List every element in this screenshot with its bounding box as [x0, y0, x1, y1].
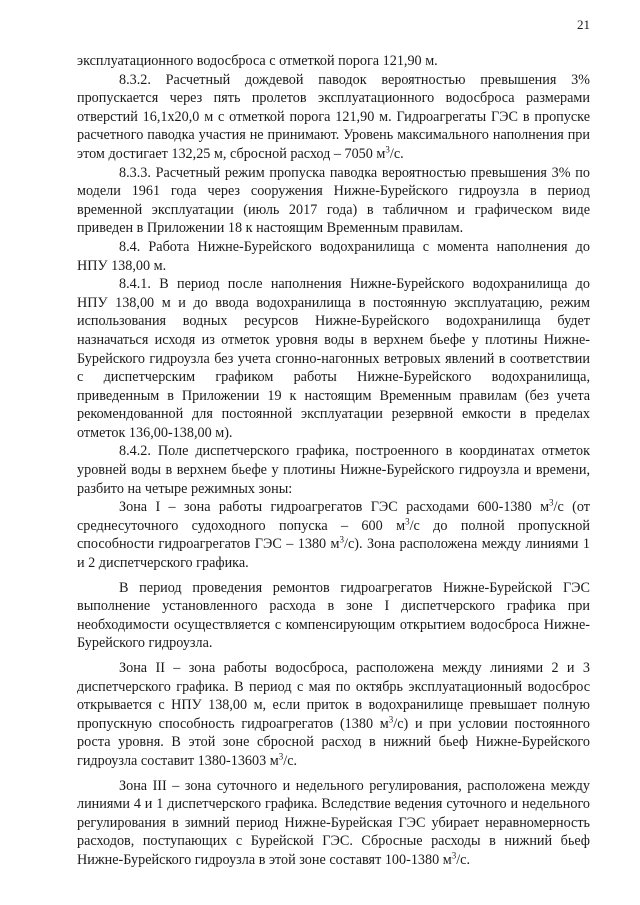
paragraph — [77, 442, 590, 498]
text-run: 8.4.1. В период после наполнения Нижне-Бурейского водохранилища до НПУ 138,00 м и до ввода водохранилища в постоянную эксплуатацию, режим использования водных ресурсов Нижне-Бурейского водохранилища будет назначаться исходя из отметок уровня воды в верхнем бьефе у плотины Нижне-Бурейского гидроузла без учета сгонно-нагонных ветровых явлений в соответствии с диспетчерским графиком работы Нижне-Бурейского водохранилища, приведенным в Приложении 19 к настоящим Временным правилам (без учета рекомендованной для постоянной эксплуатации резервной емкости в пределах отметок 136,00-138,00 м). — [77, 276, 590, 441]
text-run: эксплуатационного водосброса с отметкой порога 121,90 м. — [77, 53, 438, 69]
superscript: 3 — [405, 516, 410, 527]
text-run: 8.4. Работа Нижне-Бурейского водохранилища с момента наполнения до НПУ 138,00 м. — [77, 238, 590, 274]
text-run: /с). Зона расположена между линиями 1 и 2 диспетчерского графика. — [77, 536, 590, 572]
superscript: 3 — [388, 714, 394, 725]
text-run: 8.3.2. Расчетный дождевой паводок вероятностью превышения 3% пропускается через пять пролетов эксплуатационного водосброса размерами отверстий 16,1х20,0 м с отметкой порога 121,90 м. Гидроагрегаты ГЭС в пропуске расчетного паводка участия не принимают. Уровень максимального наполнения при этом достигает 132,25 м, сбросной расход – 7050 м — [77, 71, 590, 162]
text-run: /с (от среднесуточного судоходного попуска – 600 м — [77, 499, 590, 534]
document-body — [77, 52, 590, 870]
text-run: Зона III – зона суточного и недельного регулирования, расположена между линиями 4 и 1 диспетчерского графика. Вследствие ведения суточного и недельного регулирования в зимний период Нижне-Бурейская ГЭС убирает неравномерность расходов, поступающих с Бурейской ГЭС. Сбросные расходы в нижний бьеф Нижне-Бурейского гидроузла в этой зоне составят 100-1380 м — [77, 777, 590, 868]
text-run: 8.4.2. Поле диспетчерского графика, построенного в координатах отметок уровней воды в верхнем бьефе у плотины Нижне-Бурейского гидроузла и времени, разбито на четыре режимных зоны: — [77, 443, 590, 497]
paragraph — [77, 238, 590, 275]
paragraph — [77, 777, 590, 870]
superscript: 3 — [278, 751, 284, 762]
text-run: Зона I – зона работы гидроагрегатов ГЭС расходами 600-1380 м — [119, 499, 550, 516]
paragraph — [77, 275, 590, 442]
paragraph — [77, 164, 590, 238]
superscript: 3 — [451, 850, 457, 861]
text-run: В период проведения ремонтов гидроагрегатов Нижне-Бурейской ГЭС выполнение установленного расхода в зоне I диспетчерского графика при необходимости осуществляется с компенсирующим открытием водосброса Нижне-Бурейского гидроузла. — [77, 579, 590, 652]
paragraph — [77, 579, 590, 653]
text-run: 8.3.3. Расчетный режим пропуска паводка вероятностью превышения 3% по модели 1961 года через сооружения Нижне-Бурейского гидроузла в период временной эксплуатации (июль 2017 года) в табличном и графическом виде приведен в Приложении 18 к настоящим Временным правилам. — [77, 164, 590, 237]
paragraph — [77, 71, 590, 164]
text-run: /с до полной пропускной способности гидроагрегатов ГЭС – 1380 м — [77, 517, 590, 553]
superscript: 3 — [549, 497, 554, 508]
paragraph — [77, 498, 590, 572]
paragraph — [77, 659, 590, 771]
text-run: /с. — [389, 145, 404, 162]
superscript: 3 — [385, 144, 390, 155]
text-run: /с. — [283, 752, 298, 769]
text-run: Зона II – зона работы водосброса, расположена между линиями 2 и 3 диспетчерского графика. В период с мая по октябрь эксплуатационный водосброс открывается с НПУ 138,00 м, если приток в водохранилище превышает полную пропускную способность гидроагрегатов (1380 м — [77, 660, 590, 732]
superscript: 3 — [339, 534, 345, 545]
text-run: /с. — [456, 851, 471, 868]
paragraph — [77, 52, 590, 71]
text-run: /с) и при условии постоянного роста уровня. В этой зоне сбросной расход в нижний бьеф Нижне-Бурейского гидроузла составит 1380-13603 м — [77, 715, 590, 769]
page-number: 21 — [577, 17, 590, 32]
